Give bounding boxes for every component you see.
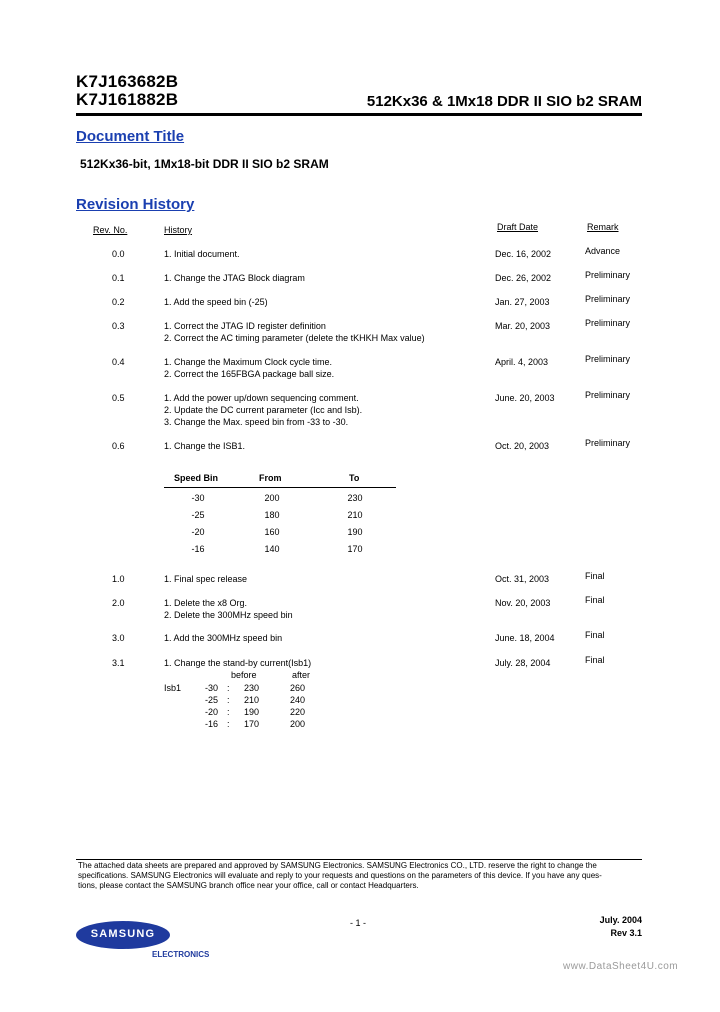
history-line: 1. Change the Maximum Clock cycle time. [164, 357, 333, 367]
draft-date: June. 20, 2003 [495, 393, 555, 403]
remark: Final [585, 595, 605, 605]
isb-speed-bin: -30 [191, 493, 205, 503]
history-line: 2. Delete the 300MHz speed bin [164, 610, 293, 620]
standby-sep: : [227, 683, 230, 693]
rev-number: 0.6 [112, 441, 125, 451]
remark: Preliminary [585, 354, 631, 364]
rev-number: 3.0 [112, 633, 125, 643]
history-line: 1. Change the stand-by current(Isb1) [164, 658, 312, 668]
history-line: 1. Change the JTAG Block diagram [164, 273, 305, 283]
rev-number: 0.1 [112, 273, 125, 283]
history-line: 2. Correct the AC timing parameter (delete the tKHKH Max value) [164, 333, 425, 343]
rev-number: 0.4 [112, 357, 125, 367]
rev-number: 0.5 [112, 393, 125, 403]
isb-speed-bin: -16 [191, 544, 205, 554]
remark: Preliminary [585, 438, 631, 448]
draft-date: July. 28, 2004 [495, 658, 551, 668]
draft-date: June. 18, 2004 [495, 633, 555, 643]
history-line: 2. Correct the 165FBGA package ball size. [164, 369, 335, 379]
history-line: 1. Add the 300MHz speed bin [164, 633, 283, 643]
remark: Advance [585, 246, 621, 256]
footer-notice-2: specifications. SAMSUNG Electronics will evaluate and reply to your requests and questions on the parameters of this device. If you have any ques- [78, 871, 602, 880]
history-line: 2. Update the DC current parameter (Icc and Isb). [164, 405, 363, 415]
remark: Preliminary [585, 294, 631, 304]
history-line: 1. Change the ISB1. [164, 441, 246, 451]
isb-from: 160 [264, 527, 280, 537]
isb-to: 230 [347, 493, 363, 503]
history-line: 1. Final spec release [164, 574, 248, 584]
remark: Final [585, 655, 605, 665]
history-line: 3. Change the Max. speed bin from -33 to -30. [164, 417, 349, 427]
draft-date: Jan. 27, 2003 [495, 297, 550, 307]
rev-number: 2.0 [112, 598, 125, 608]
standby-after: 200 [290, 719, 306, 729]
draft-date: Oct. 20, 2003 [495, 441, 550, 451]
isb-col-speed-bin: Speed Bin [174, 473, 219, 483]
part-number-2: K7J161882B [76, 90, 179, 109]
samsung-logo [76, 921, 170, 949]
draft-date: April. 4, 2003 [495, 357, 549, 367]
standby-sep: : [227, 707, 230, 717]
remark: Final [585, 630, 605, 640]
standby-before: 230 [244, 683, 260, 693]
standby-sep: : [227, 719, 230, 729]
header-rule [76, 113, 642, 116]
draft-date: Nov. 20, 2003 [495, 598, 551, 608]
samsung-logo-text: SAMSUNG [90, 928, 156, 940]
watermark: www.DataSheet4U.com [563, 961, 679, 972]
standby-after: 240 [290, 695, 306, 705]
rev-number: 0.0 [112, 249, 125, 259]
col-draft-date: Draft Date [497, 222, 539, 232]
document-title-heading: Document Title [76, 128, 185, 145]
standby-before: 190 [244, 707, 260, 717]
isb-col-to: To [349, 473, 360, 483]
standby-after-label: after [292, 670, 311, 680]
draft-date: Mar. 20, 2003 [495, 321, 551, 331]
history-line: 1. Delete the x8 Org. [164, 598, 248, 608]
standby-before-label: before [231, 670, 257, 680]
isb-from: 200 [264, 493, 280, 503]
remark: Preliminary [585, 270, 631, 280]
footer-rule [76, 859, 642, 860]
revision-history-heading: Revision History [76, 196, 195, 213]
standby-isb1-label: Isb1 [164, 683, 182, 693]
history-line: 1. Add the power up/down sequencing comment. [164, 393, 359, 403]
isb-from: 140 [264, 544, 280, 554]
footer-date: July. 2004 [599, 915, 642, 925]
standby-bin: -30 [205, 683, 219, 693]
standby-after: 220 [290, 707, 306, 717]
standby-bin: -20 [205, 707, 219, 717]
isb-col-from: From [259, 473, 282, 483]
footer-notice-1: The attached data sheets are prepared and approved by SAMSUNG Electronics. SAMSUNG Electronics CO., LTD. reserve the right to change the [78, 861, 597, 870]
history-line: 1. Initial document. [164, 249, 240, 259]
page-number: - 1 - [350, 918, 367, 928]
standby-sep: : [227, 695, 230, 705]
isb-to: 210 [347, 510, 363, 520]
isb-to: 190 [347, 527, 363, 537]
footer-rev: Rev 3.1 [610, 928, 642, 938]
remark: Preliminary [585, 318, 631, 328]
isb-speed-bin: -20 [191, 527, 205, 537]
isb-from: 180 [264, 510, 280, 520]
isb-to: 170 [347, 544, 363, 554]
footer-notice-3: tions, please contact the SAMSUNG branch office near your office, call or contact Headquarters. [78, 881, 419, 890]
standby-bin: -16 [205, 719, 219, 729]
isb-table-rule [164, 487, 396, 488]
col-history: History [164, 225, 193, 235]
electronics-label: ELECTRONICS [152, 950, 210, 959]
part-number-1: K7J163682B [76, 72, 179, 91]
col-remark: Remark [587, 222, 619, 232]
rev-number: 0.2 [112, 297, 125, 307]
col-rev-no: Rev. No. [93, 225, 128, 235]
draft-date: Oct. 31, 2003 [495, 574, 550, 584]
rev-number: 0.3 [112, 321, 125, 331]
remark: Final [585, 571, 605, 581]
history-line: 1. Correct the JTAG ID register definition [164, 321, 326, 331]
draft-date: Dec. 16, 2002 [495, 249, 552, 259]
history-line: 1. Add the speed bin (-25) [164, 297, 268, 307]
header-title: 512Kx36 & 1Mx18 DDR II SIO b2 SRAM [366, 93, 642, 110]
document-title-text: 512Kx36-bit, 1Mx18-bit DDR II SIO b2 SRAM [80, 157, 329, 171]
draft-date: Dec. 26, 2002 [495, 273, 552, 283]
rev-number: 3.1 [112, 658, 125, 668]
standby-before: 170 [244, 719, 260, 729]
isb-speed-bin: -25 [191, 510, 205, 520]
standby-before: 210 [244, 695, 260, 705]
standby-bin: -25 [205, 695, 219, 705]
rev-number: 1.0 [112, 574, 125, 584]
standby-after: 260 [290, 683, 306, 693]
remark: Preliminary [585, 390, 631, 400]
